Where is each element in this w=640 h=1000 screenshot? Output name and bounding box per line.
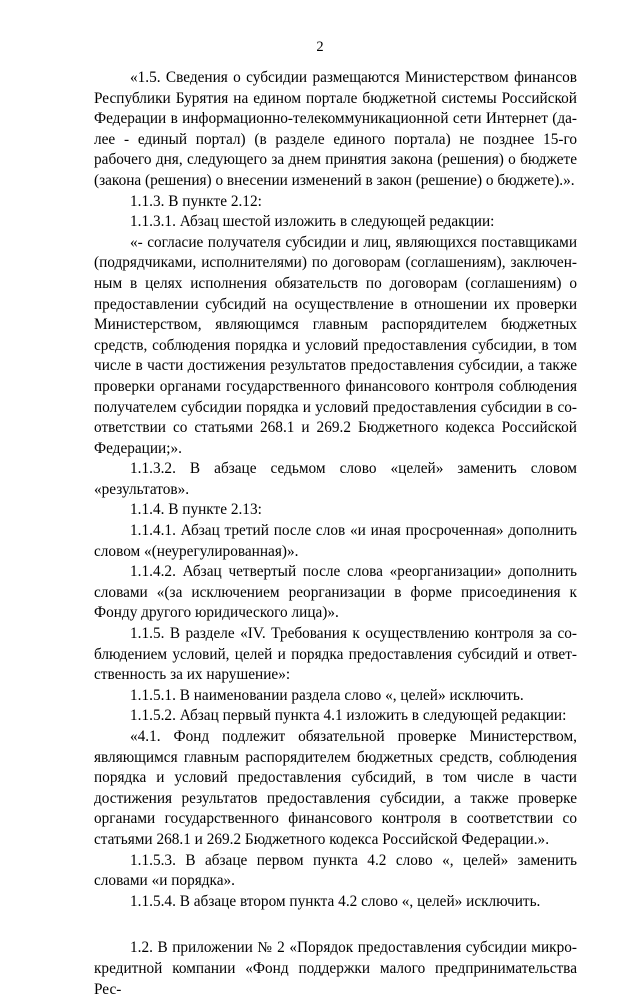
paragraph-1-1-5-4: 1.1.5.4. В абзаце втором пункта 4.2 слово «, целей» исключить.	[130, 892, 541, 910]
paragraph-1-2: 1.2. В приложении № 2 «Порядок предоставления субсидии микрокредитной компании «Фонд поддержки малого предпринимательства Рес-	[94, 939, 577, 998]
paragraph-1-1-3-2: 1.1.3.2. В абзаце седьмом слово «целей» заменить словом «результатов».	[94, 460, 577, 498]
paragraph-consent-clause: «- согласие получателя субсидии и лиц, являющихся поставщиками (подрядчиками, исполнителями) по договорам (соглашениям), заключенным в целях исполнения обязательств по договорам (соглашениям) о предоставлении субсидий на осуществление в отношении их проверки Министерством, являющимся главным распорядителем бюджетных средств, соблюдения порядка и условий предоставления субсидии, в том числе в части достижения результатов предоставления субсидии, а также проверки органами государственного финансового контроля соблюдения получателем субсидии порядка и условий предоставления субсидии в соответствии со статьями 268.1 и 269.2 Бюджетного кодекса Российской Федерации;».	[94, 233, 577, 457]
page-number: 2	[316, 39, 324, 55]
paragraph-1-1-5-1: 1.1.5.1. В наименовании раздела слово «, целей» исключить.	[130, 686, 524, 704]
document-body	[94, 68, 577, 1000]
paragraph-1-1-3-1: 1.1.3.1. Абзац шестой изложить в следующей редакции:	[130, 213, 495, 231]
paragraph-1-1-4-2: 1.1.4.2. Абзац четвертый после слова «реорганизации» дополнить словами «(за исключением реорганизации в форме присоединения к Фонду другого юридического лица)».	[94, 563, 577, 622]
paragraph-1-1-3: 1.1.3. В пункте 2.12:	[130, 192, 262, 210]
paragraph-1-1-5: 1.1.5. В разделе «IV. Требования к осуществлению контроля за соблюдением условий, целей и порядка предоставления субсидий и ответственность за их нарушение»:	[94, 625, 577, 684]
paragraph-1-5-subsidy-info: «1.5. Сведения о субсидии размещаются Министерством финансов Республики Бурятия на едином портале бюджетной системы Российской Федерации в информационно-телекоммуникационной сети Интернет (далее - единый портал) (в разделе единого портала) не позднее 15-го рабочего дня, следующего за днем принятия закона (решения) о бюджете (закона (решения) о внесении изменений в закон (решение) о бюджете).».	[94, 69, 577, 189]
paragraph-1-1-4: 1.1.4. В пункте 2.13:	[130, 501, 262, 519]
paragraph-1-1-5-2: 1.1.5.2. Абзац первый пункта 4.1 изложить в следующей редакции:	[130, 707, 567, 725]
paragraph-1-1-4-1: 1.1.4.1. Абзац третий после слов «и иная просроченная» дополнить словом «(неурегулированная)».	[94, 522, 577, 560]
paragraph-4-1-clause: «4.1. Фонд подлежит обязательной проверке Министерством, являющимся главным распорядителем бюджетных средств, соблюдения порядка и условий предоставления субсидий, в том числе в части достижения результатов предоставления субсидии, а также проверке органами государственного финансового контроля в соответствии со статьями 268.1 и 269.2 Бюджетного кодекса Российской Федерации.».	[94, 728, 577, 848]
paragraph-1-1-5-3: 1.1.5.3. В абзаце первом пункта 4.2 слово «, целей» заменить словами «и порядка».	[94, 851, 577, 890]
